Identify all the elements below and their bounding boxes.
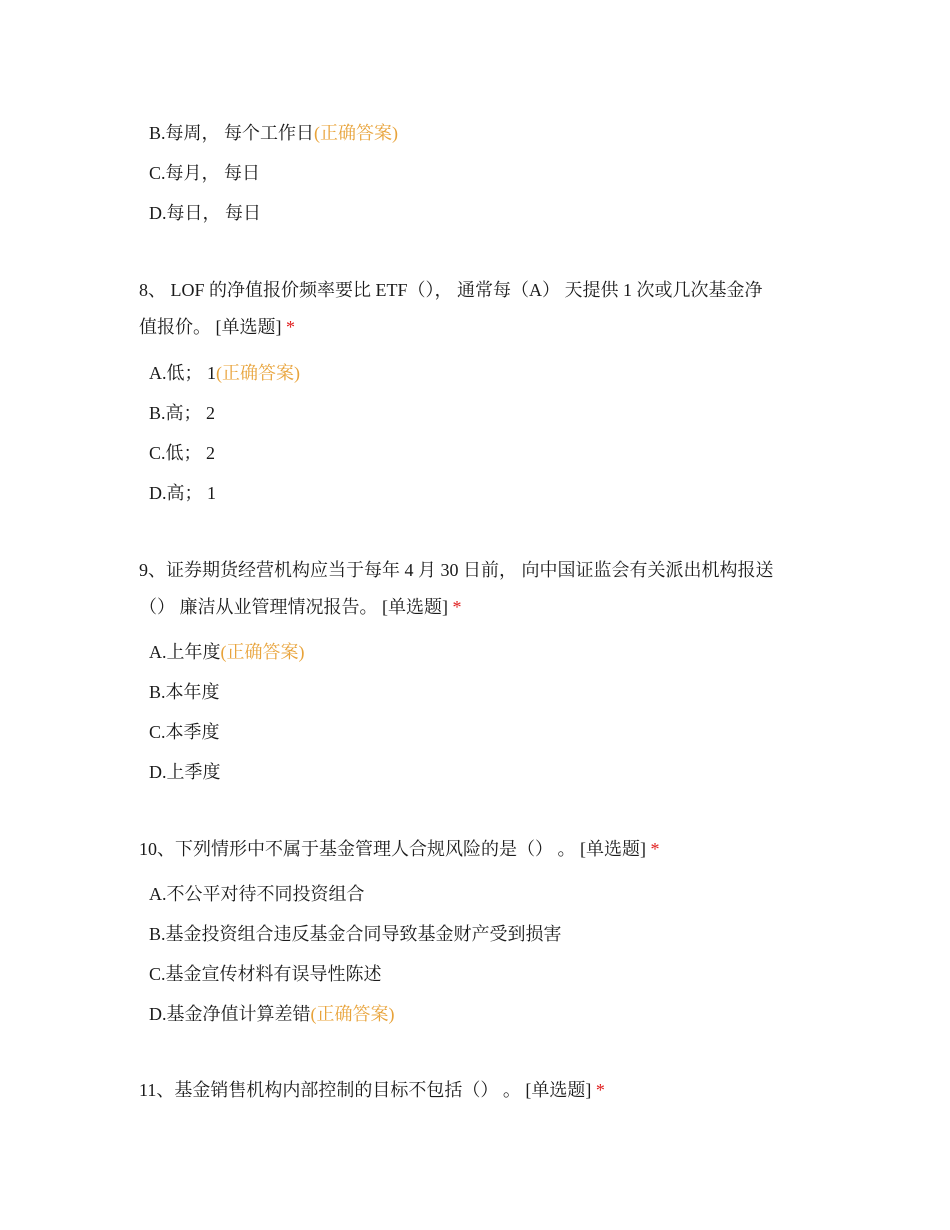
q8-text-line1 bbox=[139, 279, 763, 301]
q11-text-line1 bbox=[139, 1079, 605, 1101]
q10-line1: 10、下列情形中不属于基金管理人合规风险的是（） 。 [单选题] bbox=[139, 839, 646, 859]
q10-option-b bbox=[149, 923, 562, 945]
correct-answer-marker: (正确答案) bbox=[220, 642, 305, 662]
q8-option-a-label: A.低； 1 bbox=[149, 363, 216, 383]
correct-answer-marker: (正确答案) bbox=[216, 363, 300, 383]
q8-option-a bbox=[149, 362, 300, 384]
q7-option-b-label: B.每周， 每个工作日 bbox=[149, 123, 315, 143]
q10-option-b-label: B.基金投资组合违反基金合同导致基金财产受到损害 bbox=[149, 924, 562, 944]
q9-line2: （） 廉洁从业管理情况报告。 [单选题] bbox=[139, 597, 448, 617]
q7-option-d bbox=[149, 202, 261, 224]
q9-text-line1 bbox=[139, 559, 774, 581]
q10-text-line1 bbox=[139, 838, 660, 860]
q7-option-c bbox=[149, 162, 260, 184]
q9-option-a bbox=[149, 641, 305, 663]
correct-answer-marker: (正确答案) bbox=[314, 123, 399, 143]
q9-option-d-label: D.上季度 bbox=[149, 762, 221, 782]
q11-line1: 11、基金销售机构内部控制的目标不包括（） 。 [单选题] bbox=[139, 1080, 592, 1100]
q9-option-c-label: C.本季度 bbox=[149, 722, 220, 742]
required-marker: * bbox=[452, 597, 462, 617]
required-marker: * bbox=[595, 1080, 605, 1100]
q8-option-c bbox=[149, 442, 215, 464]
required-marker: * bbox=[286, 317, 295, 337]
q9-option-c bbox=[149, 721, 220, 743]
required-marker: * bbox=[650, 839, 660, 859]
q10-option-a-label: A.不公平对待不同投资组合 bbox=[149, 884, 365, 904]
q8-text-line2 bbox=[139, 316, 295, 338]
q9-option-b-label: B.本年度 bbox=[149, 682, 220, 702]
q9-text-line2 bbox=[139, 596, 462, 618]
q8-option-b bbox=[149, 402, 215, 424]
q10-option-c bbox=[149, 963, 382, 985]
q8-option-b-label: B.高； 2 bbox=[149, 403, 216, 423]
q8-line2: 值报价。 [单选题] bbox=[139, 317, 282, 337]
q7-option-c-label: C.每月， 每日 bbox=[149, 163, 261, 183]
q8-option-d-label: D.高； 1 bbox=[149, 483, 216, 503]
q10-option-d-label: D.基金净值计算差错 bbox=[149, 1004, 311, 1024]
q7-option-b bbox=[149, 122, 398, 144]
q9-option-b bbox=[149, 681, 220, 703]
correct-answer-marker: (正确答案) bbox=[310, 1004, 395, 1024]
q9-option-a-label: A.上年度 bbox=[149, 642, 221, 662]
q8-option-d bbox=[149, 482, 216, 504]
q9-line1: 9、证券期货经营机构应当于每年 4 月 30 日前， 向中国证监会有关派出机构报送 bbox=[139, 560, 774, 580]
q8-line1: 8、 LOF 的净值报价频率要比 ETF（）， 通常每（A） 天提供 1 次或几次基金净 bbox=[139, 280, 763, 300]
q7-option-d-label: D.每日， 每日 bbox=[149, 203, 261, 223]
q10-option-a bbox=[149, 883, 365, 905]
q8-option-c-label: C.低； 2 bbox=[149, 443, 216, 463]
q9-option-d bbox=[149, 761, 221, 783]
q10-option-d bbox=[149, 1003, 395, 1025]
q10-option-c-label: C.基金宣传材料有误导性陈述 bbox=[149, 964, 382, 984]
